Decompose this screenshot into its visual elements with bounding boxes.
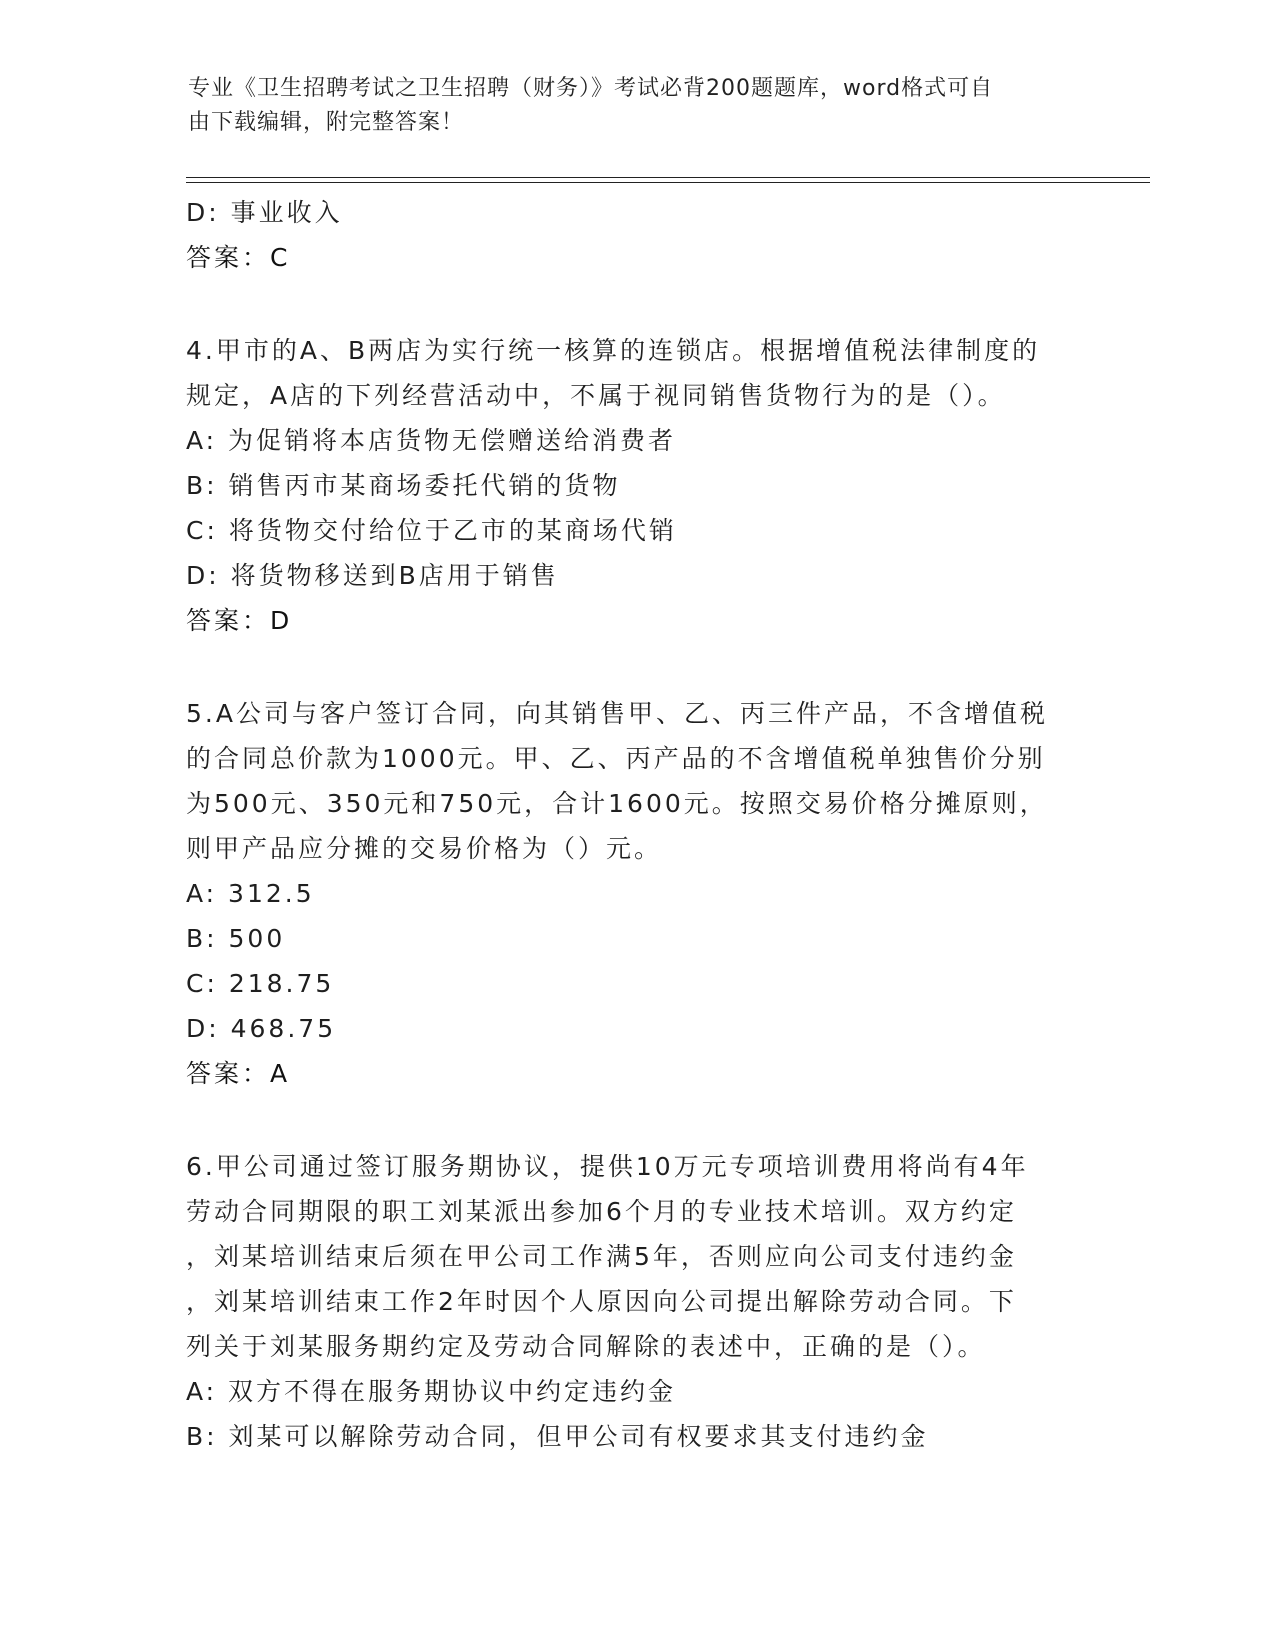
question-5-stem-line: 则甲产品应分摊的交易价格为（）元。 <box>186 834 663 863</box>
question-5-stem-line: 5.A公司与客户签订合同，向其销售甲、乙、丙三件产品，不含增值税 <box>186 699 1048 728</box>
question-6-option-b: B: 刘某可以解除劳动合同，但甲公司有权要求其支付违约金 <box>186 1422 929 1451</box>
question-4-option-d: D: 将货物移送到B店用于销售 <box>186 561 559 590</box>
question-6-stem-line: 6.甲公司通过签订服务期协议，提供10万元专项培训费用将尚有4年 <box>186 1152 1029 1181</box>
question-6 <box>186 1144 1086 1459</box>
question-4-stem-line: 规定，A店的下列经营活动中，不属于视同销售货物行为的是（）。 <box>186 381 1006 410</box>
prev-answer: 答案：C <box>186 243 291 272</box>
question-6-stem-line: 列关于刘某服务期约定及劳动合同解除的表述中，正确的是（）。 <box>186 1332 986 1361</box>
question-4 <box>186 328 1086 644</box>
header-rule-bottom <box>186 182 1150 183</box>
spacer <box>186 644 1086 691</box>
spacer <box>186 281 1086 328</box>
question-4-option-a: A: 为促销将本店货物无偿赠送给消费者 <box>186 426 677 455</box>
question-6-stem-line: ，刘某培训结束后须在甲公司工作满5年，否则应向公司支付违约金 <box>186 1242 1017 1271</box>
spacer <box>186 1097 1086 1144</box>
question-4-option-c: C: 将货物交付给位于乙市的某商场代销 <box>186 516 677 545</box>
question-5-option-d: D: 468.75 <box>186 1014 337 1043</box>
prev-option-d: D: 事业收入 <box>186 198 343 227</box>
question-6-stem-line: ，刘某培训结束工作2年时因个人原因向公司提出解除劳动合同。下 <box>186 1287 1017 1316</box>
header-rule-top <box>186 177 1150 178</box>
question-content <box>186 190 1086 1459</box>
question-5-answer: 答案：A <box>186 1059 291 1088</box>
question-4-option-b: B: 销售丙市某商场委托代销的货物 <box>186 471 621 500</box>
question-4-answer: 答案：D <box>186 606 293 635</box>
header-line-2: 由下载编辑，附完整答案！ <box>188 110 465 135</box>
header-line-1: 专业《卫生招聘考试之卫生招聘（财务）》考试必背200题题库，word格式可自 <box>188 76 994 101</box>
question-5 <box>186 691 1086 1097</box>
question-4-stem-line: 4.甲市的A、B两店为实行统一核算的连锁店。根据增值税法律制度的 <box>186 336 1041 365</box>
question-5-option-b: B: 500 <box>186 924 286 953</box>
question-5-stem-line: 为500元、350元和750元，合计1600元。按照交易价格分摊原则， <box>186 789 1048 818</box>
question-5-option-a: A: 312.5 <box>186 879 315 908</box>
question-5-stem-line: 的合同总价款为1000元。甲、乙、丙产品的不含增值税单独售价分别 <box>186 744 1046 773</box>
question-6-option-a: A: 双方不得在服务期协议中约定违约金 <box>186 1377 677 1406</box>
document-header <box>188 72 1088 140</box>
question-5-option-c: C: 218.75 <box>186 969 335 998</box>
question-6-stem-line: 劳动合同期限的职工刘某派出参加6个月的专业技术培训。双方约定 <box>186 1197 1017 1226</box>
